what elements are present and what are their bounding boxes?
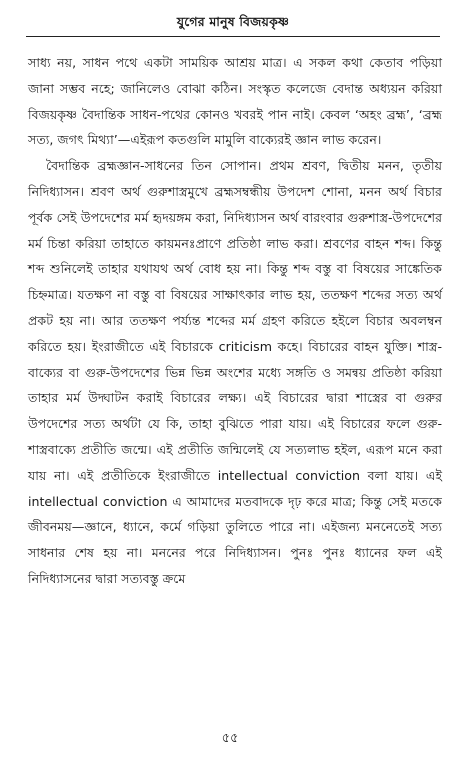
- page-number: ৫৫: [221, 731, 239, 746]
- page-body-text: [28, 50, 442, 592]
- running-header-title: যুগের মানুষ বিজয়কৃষ্ণ: [176, 14, 290, 29]
- paragraph-1: সাধ্য নয়, সাধন পথে একটা সাময়িক আশ্রয় মাত্র। এ সকল কথা কেতাব পড়িয়া জানা সম্ভব নহে; জানিলেও বোঝা কঠিন। সংস্কৃত কলেজে বেদান্ত অধ্যয়ন করিয়া বিজয়কৃষ্ণ বৈদান্তিক সাধন-পথের কোনও খবরই পান নাই। কেবল ‘অহং ব্রহ্ম’, ‘ব্রহ্ম সত্য, জগৎ মিথ্যা’—এইরূপ কতগুলি মামুলি বাক্যেরই জ্ঞান লাভ করেন।: [28, 55, 442, 148]
- paragraph-2: বৈদান্তিক ব্রহ্মজ্ঞান-সাধনের তিন সোপান। প্রথম শ্রবণ, দ্বিতীয় মনন, তৃতীয় নিদিধ্যাসন। শ্রবণ অর্থ গুরুশাস্ত্রমুখে ব্রহ্মসম্বন্ধীয় উপদেশ শোনা, মনন অর্থ বিচার পূর্বক সেই উপদেশের মর্ম হৃদয়ঙ্গম করা, নিদিধ্যাসন অর্থ বারংবার গুরুশাস্ত্র-উপদেশের মর্ম চিন্তা করিয়া তাহাতে কায়মনঃপ্রাণে প্রতিষ্ঠা লাভ করা। শ্রবণের বাহন শব্দ। কিন্তু শব্দ শুনিলেই তাহার যথাযথ অর্থ বোধ হয় না। কিন্তু শব্দ বস্তু বা বিষয়ের সাঙ্কেতিক চিহ্নমাত্র। যতক্ষণ না বস্তু বা বিষয়ের সাক্ষাৎকার লাভ হয়, ততক্ষণ শব্দের সত্য অর্থ প্রকট হয় না। আর ততক্ষণ পর্য্যন্ত শব্দের মর্ম গ্রহণ করিতে হইলে বিচার অবলম্বন করিতে হয়। ইংরাজীতে এই বিচারকে criticism কহে। বিচারের বাহন যুক্তি। শাস্ত্র-বাক্যের বা গুরু-উপদেশের ভিন্ন ভিন্ন অংশের মধ্যে সঙ্গতি ও সমন্বয় প্রতিষ্ঠা করিয়া তাহার মর্ম উদ্ঘাটন করাই বিচারের লক্ষ্য। এই বিচারের দ্বারা শাস্ত্রের বা গুরুর উপদেশের সত্য অর্থটা যে কি, তাহা বুঝিতে পারা যায়। এই বিচারের ফলে গুরু-শাস্ত্রবাক্যে প্রতীতি জন্মে। এই প্রতীতি জন্মিলেই যে সত্যলাভ হইল, এরূপ মনে করা যায় না। এই প্রতীতিকে ইংরাজীতে intellectual conviction বলা যায়। এই intellectual conviction এ আমাদের মতবাদকে দৃঢ় করে মাত্র; কিন্তু সেই মতকে জীবনময়—জ্ঞানে, ধ্যানে, কর্মে গড়িয়া তুলিতে পারে না। এইজন্য মননেতেই সত্য সাধনার শেষ হয় না। মননের পরে নিদিধ্যাসন। পুনঃ পুনঃ ধ্যানের ফল এই নিদিধ্যাসনের দ্বারা সত্যবস্তু ক্রমে: [28, 158, 442, 586]
- header-rule: [26, 36, 440, 37]
